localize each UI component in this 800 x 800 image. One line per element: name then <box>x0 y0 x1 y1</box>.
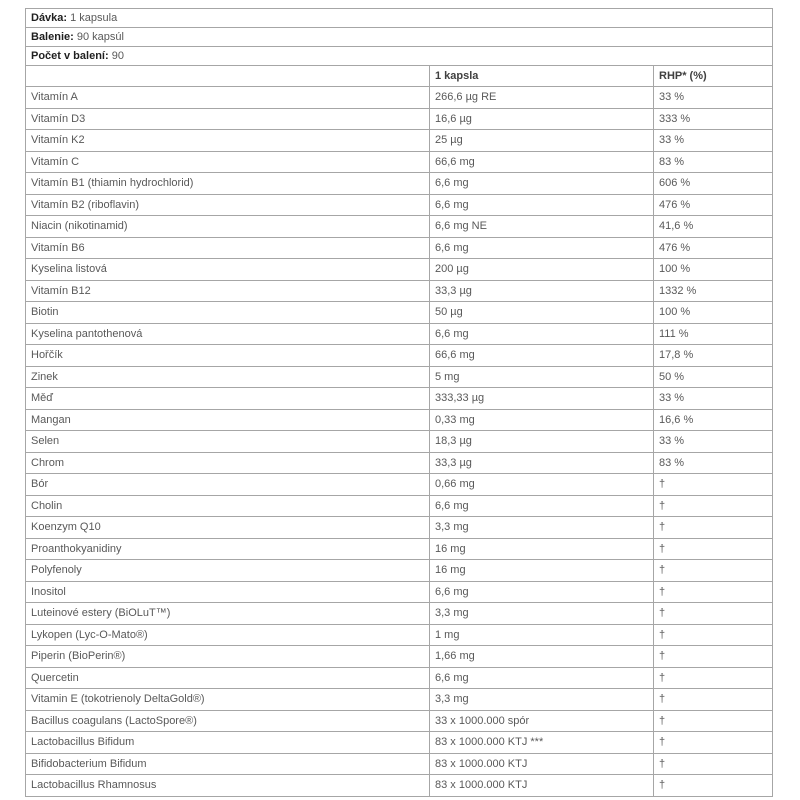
rhp-cell: † <box>654 538 773 560</box>
ingredient-name-cell: Vitamín K2 <box>26 130 430 152</box>
info-cell <box>26 28 773 47</box>
table-row <box>26 538 773 560</box>
amount-cell: 50 µg <box>430 302 654 324</box>
table-row <box>26 388 773 410</box>
ingredient-name-cell: Mangan <box>26 409 430 431</box>
amount-cell: 16 mg <box>430 560 654 582</box>
info-value: 1 kapsula <box>67 12 118 24</box>
rhp-cell: † <box>654 495 773 517</box>
rhp-cell: 100 % <box>654 259 773 281</box>
table-row <box>26 259 773 281</box>
table-row <box>26 216 773 238</box>
table-row <box>26 667 773 689</box>
table-row <box>26 710 773 732</box>
rhp-cell: 333 % <box>654 108 773 130</box>
ingredient-name-cell: Inositol <box>26 581 430 603</box>
ingredient-name-cell: Bór <box>26 474 430 496</box>
rhp-cell: † <box>654 581 773 603</box>
amount-cell: 33,3 µg <box>430 280 654 302</box>
amount-cell: 6,6 mg <box>430 173 654 195</box>
table-row <box>26 237 773 259</box>
rhp-cell: 16,6 % <box>654 409 773 431</box>
amount-cell: 16 mg <box>430 538 654 560</box>
rhp-cell: 100 % <box>654 302 773 324</box>
table-row <box>26 732 773 754</box>
column-header: RHP* (%) <box>654 66 773 87</box>
table-row <box>26 194 773 216</box>
amount-cell: 200 µg <box>430 259 654 281</box>
rhp-cell: 33 % <box>654 431 773 453</box>
ingredient-name-cell: Lactobacillus Bifidum <box>26 732 430 754</box>
rhp-cell: 1332 % <box>654 280 773 302</box>
ingredient-name-cell: Niacin (nikotinamid) <box>26 216 430 238</box>
amount-cell: 25 µg <box>430 130 654 152</box>
ingredient-name-cell: Piperin (BioPerin®) <box>26 646 430 668</box>
rhp-cell: 476 % <box>654 237 773 259</box>
rhp-cell: 476 % <box>654 194 773 216</box>
amount-cell: 83 x 1000.000 KTJ <box>430 753 654 775</box>
ingredient-name-cell: Vitamín B1 (thiamin hydrochlorid) <box>26 173 430 195</box>
ingredient-name-cell: Cholin <box>26 495 430 517</box>
table-row <box>26 130 773 152</box>
ingredient-name-cell: Proanthokyanidiny <box>26 538 430 560</box>
table-row <box>26 173 773 195</box>
info-label: Dávka: <box>31 12 68 24</box>
amount-cell: 333,33 µg <box>430 388 654 410</box>
rhp-cell: † <box>654 732 773 754</box>
table-header-row <box>26 66 773 87</box>
rhp-cell: 17,8 % <box>654 345 773 367</box>
rhp-cell: † <box>654 560 773 582</box>
ingredient-name-cell: Vitamín C <box>26 151 430 173</box>
amount-cell: 83 x 1000.000 KTJ *** <box>430 732 654 754</box>
ingredient-name-cell: Quercetin <box>26 667 430 689</box>
table-row <box>26 87 773 109</box>
ingredient-name-cell: Lykopen (Lyc-O-Mato®) <box>26 624 430 646</box>
amount-cell: 6,6 mg <box>430 667 654 689</box>
rhp-cell: 33 % <box>654 388 773 410</box>
amount-cell: 1 mg <box>430 624 654 646</box>
amount-cell: 0,66 mg <box>430 474 654 496</box>
rhp-cell: 83 % <box>654 452 773 474</box>
amount-cell: 18,3 µg <box>430 431 654 453</box>
table-row <box>26 603 773 625</box>
table-row <box>26 689 773 711</box>
ingredient-name-cell: Vitamín B2 (riboflavin) <box>26 194 430 216</box>
amount-cell: 6,6 mg <box>430 323 654 345</box>
rhp-cell: 50 % <box>654 366 773 388</box>
amount-cell: 6,6 mg <box>430 194 654 216</box>
rhp-cell: 33 % <box>654 87 773 109</box>
table-row <box>26 108 773 130</box>
amount-cell: 1,66 mg <box>430 646 654 668</box>
rhp-cell: 83 % <box>654 151 773 173</box>
rhp-cell: 41,6 % <box>654 216 773 238</box>
ingredient-name-cell: Koenzym Q10 <box>26 517 430 539</box>
table-row <box>26 431 773 453</box>
rhp-cell: 606 % <box>654 173 773 195</box>
table-row <box>26 302 773 324</box>
ingredient-name-cell: Bacillus coagulans (LactoSpore®) <box>26 710 430 732</box>
table-row <box>26 366 773 388</box>
amount-cell: 66,6 mg <box>430 345 654 367</box>
ingredient-name-cell: Vitamin E (tokotrienoly DeltaGold®) <box>26 689 430 711</box>
rhp-cell: † <box>654 710 773 732</box>
ingredient-name-cell: Bifidobacterium Bifidum <box>26 753 430 775</box>
ingredient-name-cell: Kyselina listová <box>26 259 430 281</box>
ingredient-name-cell: Luteinové estery (BiOLuT™) <box>26 603 430 625</box>
amount-cell: 33 x 1000.000 spór <box>430 710 654 732</box>
info-row <box>26 28 773 47</box>
ingredient-name-cell: Kyselina pantothenová <box>26 323 430 345</box>
amount-cell: 6,6 mg NE <box>430 216 654 238</box>
amount-cell: 3,3 mg <box>430 689 654 711</box>
ingredient-name-cell: Selen <box>26 431 430 453</box>
ingredient-name-cell: Vitamín D3 <box>26 108 430 130</box>
amount-cell: 16,6 µg <box>430 108 654 130</box>
table-row <box>26 517 773 539</box>
rhp-cell: † <box>654 624 773 646</box>
table-row <box>26 409 773 431</box>
amount-cell: 66,6 mg <box>430 151 654 173</box>
info-value: 90 <box>108 50 124 62</box>
rhp-cell: † <box>654 775 773 797</box>
table-row <box>26 280 773 302</box>
rhp-cell: † <box>654 667 773 689</box>
rhp-cell: † <box>654 753 773 775</box>
info-label: Balenie: <box>31 31 74 43</box>
table-row <box>26 345 773 367</box>
ingredient-name-cell: Polyfenoly <box>26 560 430 582</box>
rhp-cell: † <box>654 646 773 668</box>
amount-cell: 33,3 µg <box>430 452 654 474</box>
table-row <box>26 474 773 496</box>
table-row <box>26 646 773 668</box>
amount-cell: 83 x 1000.000 KTJ <box>430 775 654 797</box>
amount-cell: 3,3 mg <box>430 517 654 539</box>
ingredient-name-cell: Vitamín B12 <box>26 280 430 302</box>
ingredient-name-cell: Chrom <box>26 452 430 474</box>
amount-cell: 6,6 mg <box>430 495 654 517</box>
amount-cell: 0,33 mg <box>430 409 654 431</box>
rhp-cell: † <box>654 474 773 496</box>
ingredient-name-cell: Měď <box>26 388 430 410</box>
amount-cell: 5 mg <box>430 366 654 388</box>
rhp-cell: † <box>654 517 773 539</box>
table-row <box>26 753 773 775</box>
column-header <box>26 66 430 87</box>
amount-cell: 266,6 µg RE <box>430 87 654 109</box>
table-row <box>26 624 773 646</box>
amount-cell: 3,3 mg <box>430 603 654 625</box>
info-row <box>26 47 773 66</box>
table-row <box>26 560 773 582</box>
table-row <box>26 151 773 173</box>
ingredient-name-cell: Vitamín B6 <box>26 237 430 259</box>
table-row <box>26 495 773 517</box>
rhp-cell: † <box>654 689 773 711</box>
table-row <box>26 323 773 345</box>
rhp-cell: † <box>654 603 773 625</box>
rhp-cell: 111 % <box>654 323 773 345</box>
amount-cell: 6,6 mg <box>430 581 654 603</box>
ingredient-name-cell: Biotin <box>26 302 430 324</box>
amount-cell: 6,6 mg <box>430 237 654 259</box>
ingredient-name-cell: Lactobacillus Rhamnosus <box>26 775 430 797</box>
info-cell <box>26 9 773 28</box>
ingredient-name-cell: Zinek <box>26 366 430 388</box>
info-cell <box>26 47 773 66</box>
info-value: 90 kapsúl <box>73 31 124 43</box>
info-label: Počet v balení: <box>31 50 109 62</box>
column-header: 1 kapsla <box>430 66 654 87</box>
table-row <box>26 775 773 797</box>
supplement-facts-sheet <box>25 8 772 797</box>
ingredient-name-cell: Vitamín A <box>26 87 430 109</box>
nutrition-table <box>25 8 773 797</box>
table-row <box>26 452 773 474</box>
info-row <box>26 9 773 28</box>
ingredient-name-cell: Hořčík <box>26 345 430 367</box>
rhp-cell: 33 % <box>654 130 773 152</box>
table-row <box>26 581 773 603</box>
